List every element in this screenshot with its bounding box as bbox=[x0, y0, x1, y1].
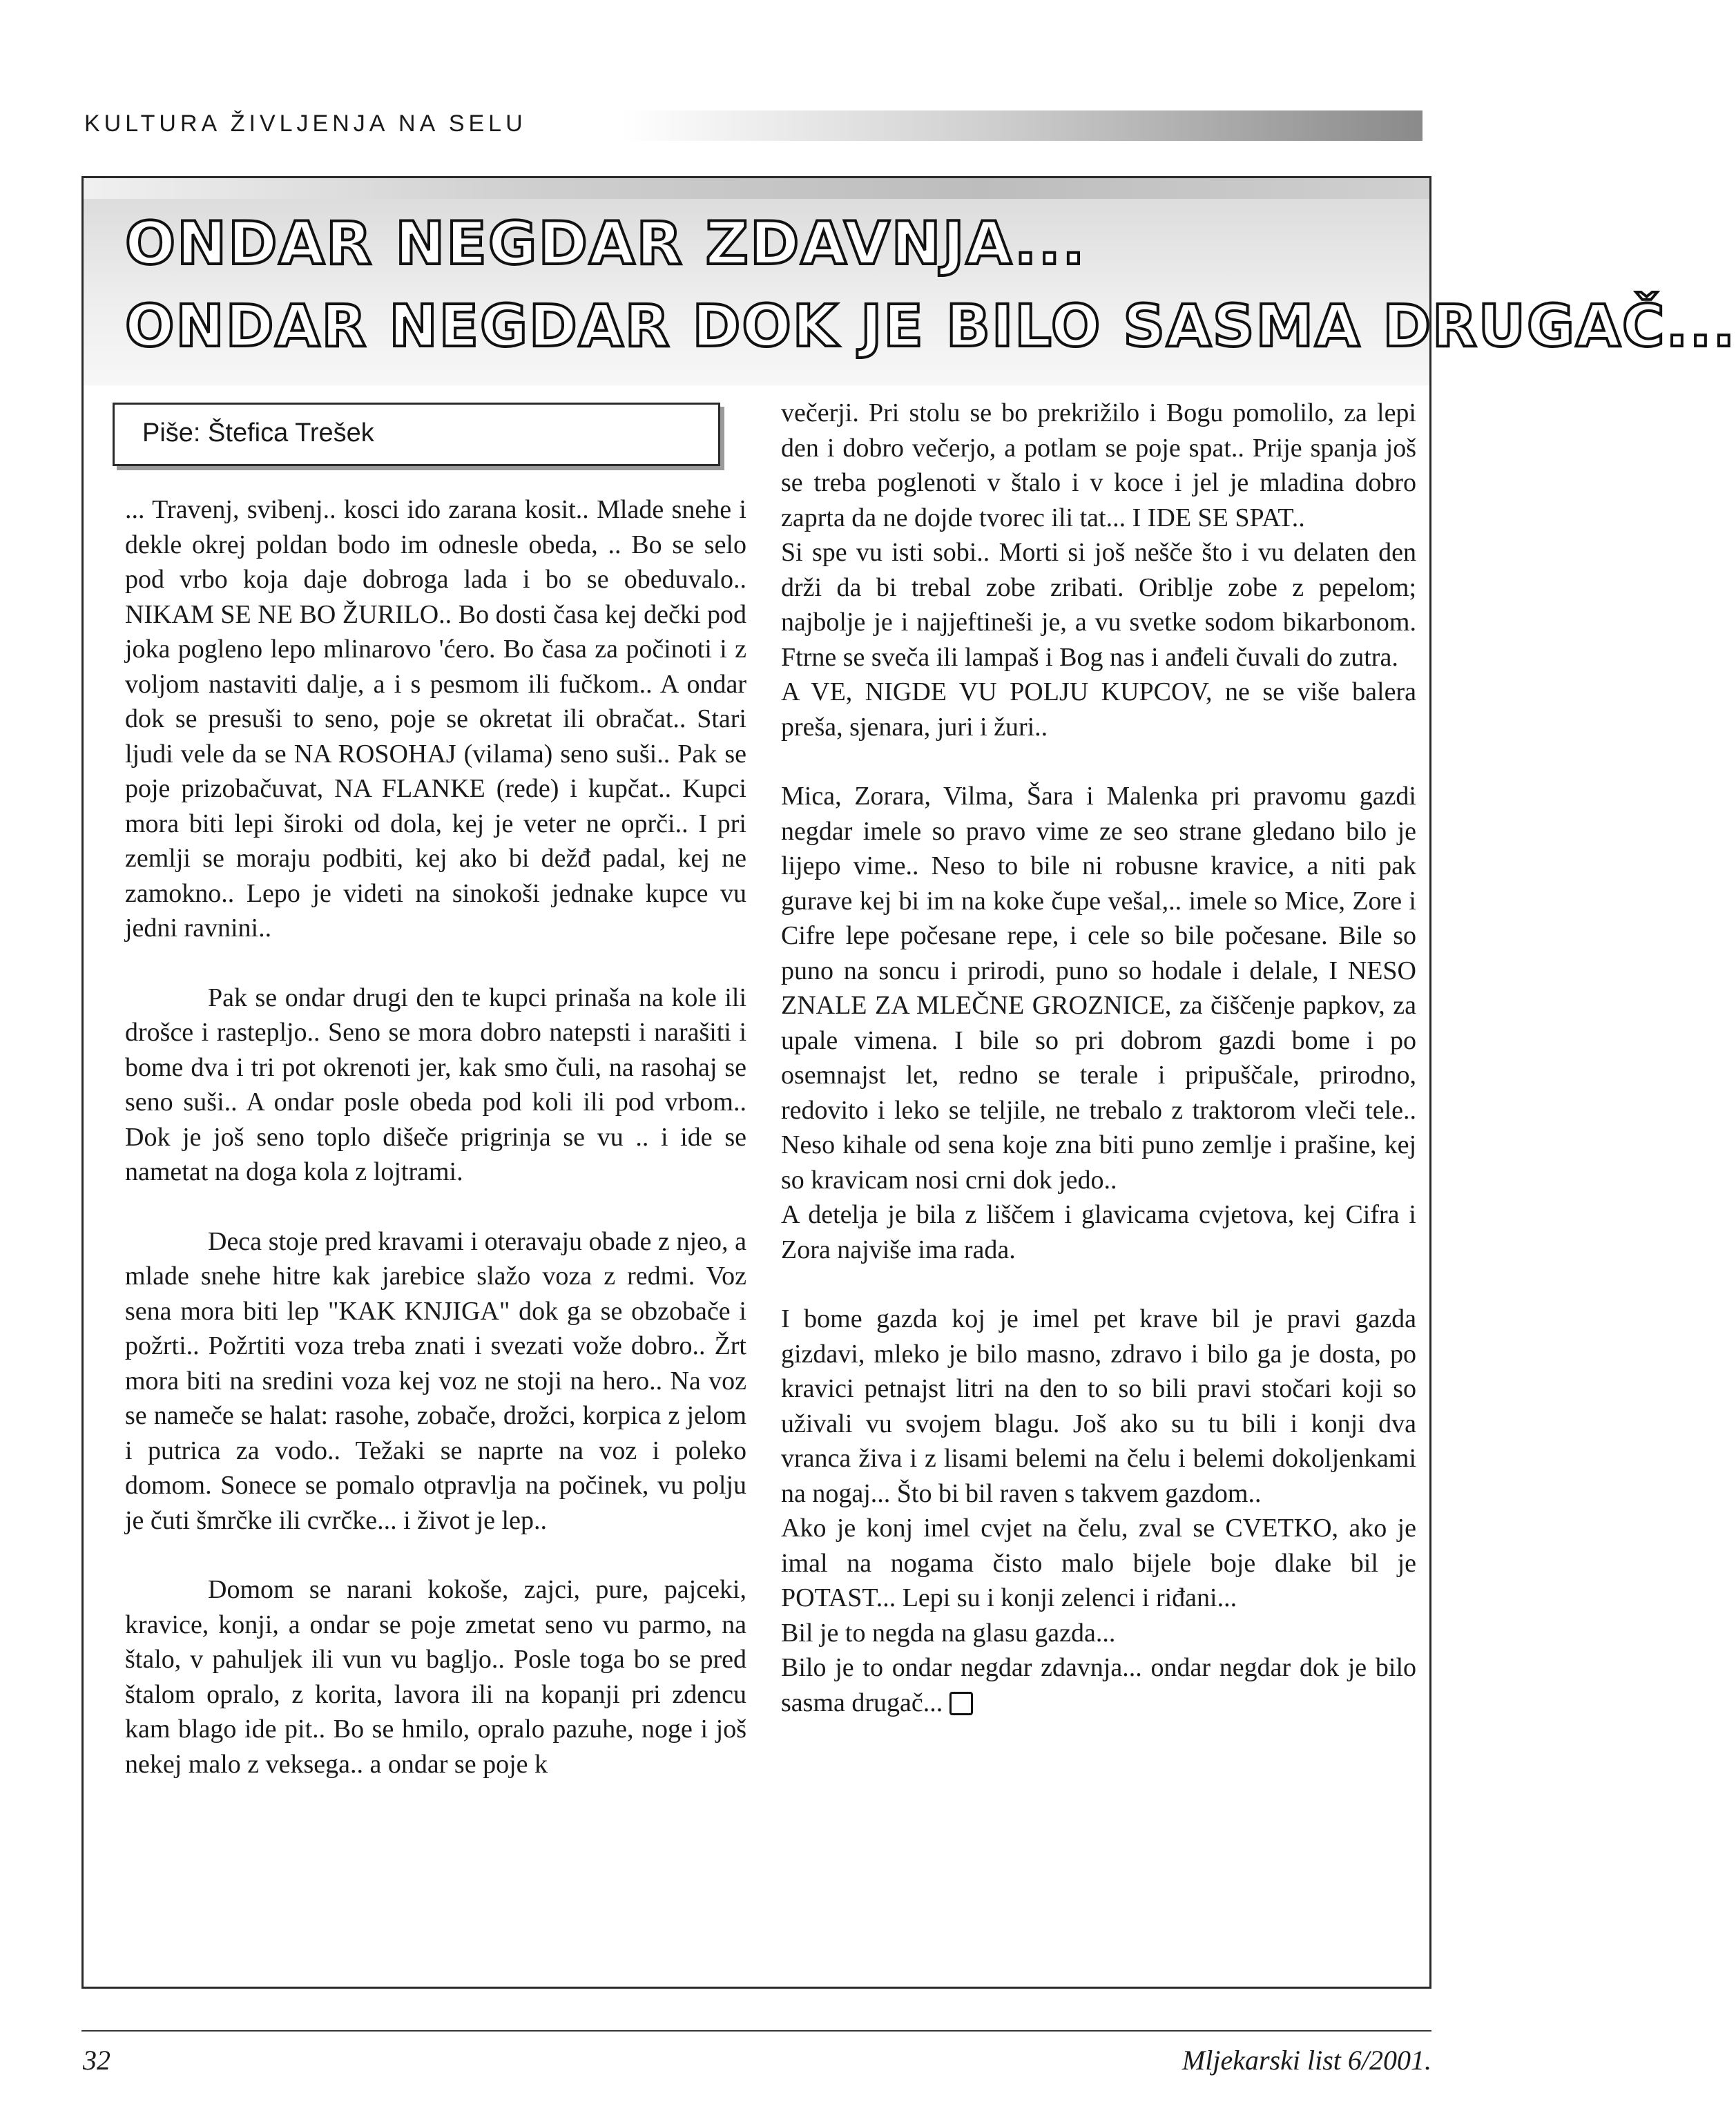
right-column bbox=[781, 396, 1416, 1720]
byline: Piše: Štefica Trešek bbox=[142, 418, 374, 447]
article-title-line-2: ONDAR NEGDAR DOK JE BILO SASMA DRUGAČ... bbox=[125, 292, 1736, 360]
article-frame bbox=[81, 176, 1736, 1989]
header-gradient-bar bbox=[621, 110, 1422, 141]
ghost-strip bbox=[84, 178, 1429, 199]
paragraph: Deca stoje pred kravami i oteravaju obade z njeo, a mlade snehe hitre kak jarebice slažo voza z redmi. Voz sena mora biti lep "KAK KNJIGA" dok ga se obzobače i požrti.. Požrtiti voza treba znati i svezati vože dobro.. Žrt mora biti na sredini voza kej voz ne stoji na hero.. Na voz se nameče se halat: rasohe, zobače, drožci, korpica z jelom i putrica za vodo.. Težaki se naprte na voz i poleko domom. Sonece se pomalo otpravlja na počinek, vu polju je čuti šmrčke ili cvrčke... i život je lep.. bbox=[125, 1226, 746, 1535]
paragraph: I bome gazda koj je imel pet krave bil je pravi gazda gizdavi, mleko je bilo masno, zdravo i bilo ga je dosta, po kravici petnajst litri na den to so bili pravi stočari koji so uživali vu svojem blagu. Još ako su tu bili i konji dva vranca živa i z lisami belemi na čelu i belemi dokoljenkami na nogaj... Što bi bil raven s takvem gazdom.. bbox=[781, 1304, 1416, 1508]
end-of-article-square-icon bbox=[949, 1692, 973, 1715]
running-head: KULTURA ŽIVLJENJA NA SELU bbox=[84, 110, 527, 137]
paragraph: A detelja je bila z liščem i glavicama cvjetova, kej Cifra i Zora najviše ima rada. bbox=[781, 1200, 1416, 1264]
paragraph: Ako je konj imel cvjet na čelu, zval se CVETKO, ako je imal na nogama čisto malo bijele boje dlake bil je POTAST... Lepi su i konji zelenci i riđani... bbox=[781, 1514, 1416, 1612]
journal-citation: Mljekarski list 6/2001. bbox=[1182, 2045, 1431, 2076]
paragraph: A VE, NIGDE VU POLJU KUPCOV, ne se više balera preša, sjenara, juri i žuri.. bbox=[781, 677, 1416, 742]
paragraph-closing bbox=[781, 1650, 1416, 1720]
paragraph: ... Travenj, svibenj.. kosci ido zarana kosit.. Mlade snehe i dekle okrej poldan bodo im odnesle obeda, .. Bo se selo pod vrbo koja daje dobroga lada i bo se obeduvalo.. NIKAM SE NE BO ŽURILO.. Bo dosti časa kej dečki pod joka pogleno lepo mlinarovo 'ćero. Bo časa za počinoti i z voljom nastaviti dalje, a i s pesmom ili fučkom.. A ondar dok se presuši to seno, poje se okretat ili obračat.. Stari ljudi vele da se NA ROSOHAJ (vilama) seno suši.. Pak se poje prizobačuvat, NA FLANKE (rede) i kupčat.. Kupci mora biti lepi široki od dola, kej je veter ne oprči.. I pri zemlji se moraju podbiti, kej ako bi dežđ padal, kej ne zamokno.. Lepo je videti na sinokoši jednake kupce vu jedni ravnini.. bbox=[125, 495, 746, 943]
left-column bbox=[125, 492, 746, 1782]
byline-box bbox=[113, 403, 720, 466]
paragraph: Mica, Zorara, Vilma, Šara i Malenka pri pravomu gazdi negdar imele so pravo vime ze seo strane gledano bilo je lijepo vime.. Neso to bile ni robusne kravice, a niti pak gurave kej bi im na koke čupe vešal,.. imele so Mice, Zore i Cifre lepe počesane repe, i cele so bile počesane. Bile so puno na soncu i prirodi, puno so hodale i delale, I NESO ZNALE ZA MLEČNE GROZNICE, za čiščenje papkov, za upale vimena. I bile so pri dobrom gazdi bome i po osemnajst let, redno se terale i pripuščale, prirodno, redovito i leko se teljile, ne trebalo z traktorom vleči tele.. Neso kihale od sena koje zna biti puno zemlje i prašine, kej so kravicam nosi crni dok jedo.. bbox=[781, 782, 1416, 1195]
paragraph: Si spe vu isti sobi.. Morti si još nešče što i vu delaten den drži da bi trebal zobe zribati. Oriblje zobe z pepelom; najbolje je i najjeftineši je, a vu svetke sodom bikarbonom. Ftrne se sveča ili lampaš i Bog nas i anđeli čuvali do zutra. bbox=[781, 538, 1416, 672]
paragraph: večerji. Pri stolu se bo prekrižilo i Bogu pomolilo, za lepi den i dobro večerjo, a potlam se poje spat.. Prije spanja još se treba poglenoti v štalo i v koce i jel je mladina dobro zaprta da ne dojde tvorec ili tat... I IDE SE SPAT.. bbox=[781, 398, 1416, 532]
paragraph: Bil je to negda na glasu gazda... bbox=[781, 1618, 1116, 1648]
page-number: 32 bbox=[83, 2045, 110, 2076]
footer-rule bbox=[81, 2030, 1431, 2032]
paragraph: Pak se ondar drugi den te kupci prinaša na kole ili drošce i rasteplјo.. Seno se mora dobro natepsti i narašiti i bome dva i tri pot okrenoti jer, kak smo čuli, na rasohaj se seno suši.. A ondar posle obeda pod koli ili pod vrbom.. Dok je još seno toplo dišeče prigrinja se vu .. i ide se nametat na doga kola z lojtrami. bbox=[125, 983, 746, 1186]
paragraph: Domom se narani kokoše, zajci, pure, pajceki, kravice, konji, a ondar se poje zmetat seno vu parmo, na štalo, v pahuljek ili vun vu bagljo.. Posle toga bo se pred štalom opralo, z korita, lavora ili na kopanji pri zdencu kam blago ide pit.. Bo se hmilo, opralo pazuhe, noge i još nekej malo z veksega.. a ondar se poje k bbox=[125, 1575, 746, 1779]
article-title-line-1: ONDAR NEGDAR ZDAVNJA... bbox=[125, 209, 1086, 278]
closing-text: Bilo je to ondar negdar zdavnja... ondar negdar dok je bilo sasma drugač... bbox=[781, 1653, 1416, 1717]
